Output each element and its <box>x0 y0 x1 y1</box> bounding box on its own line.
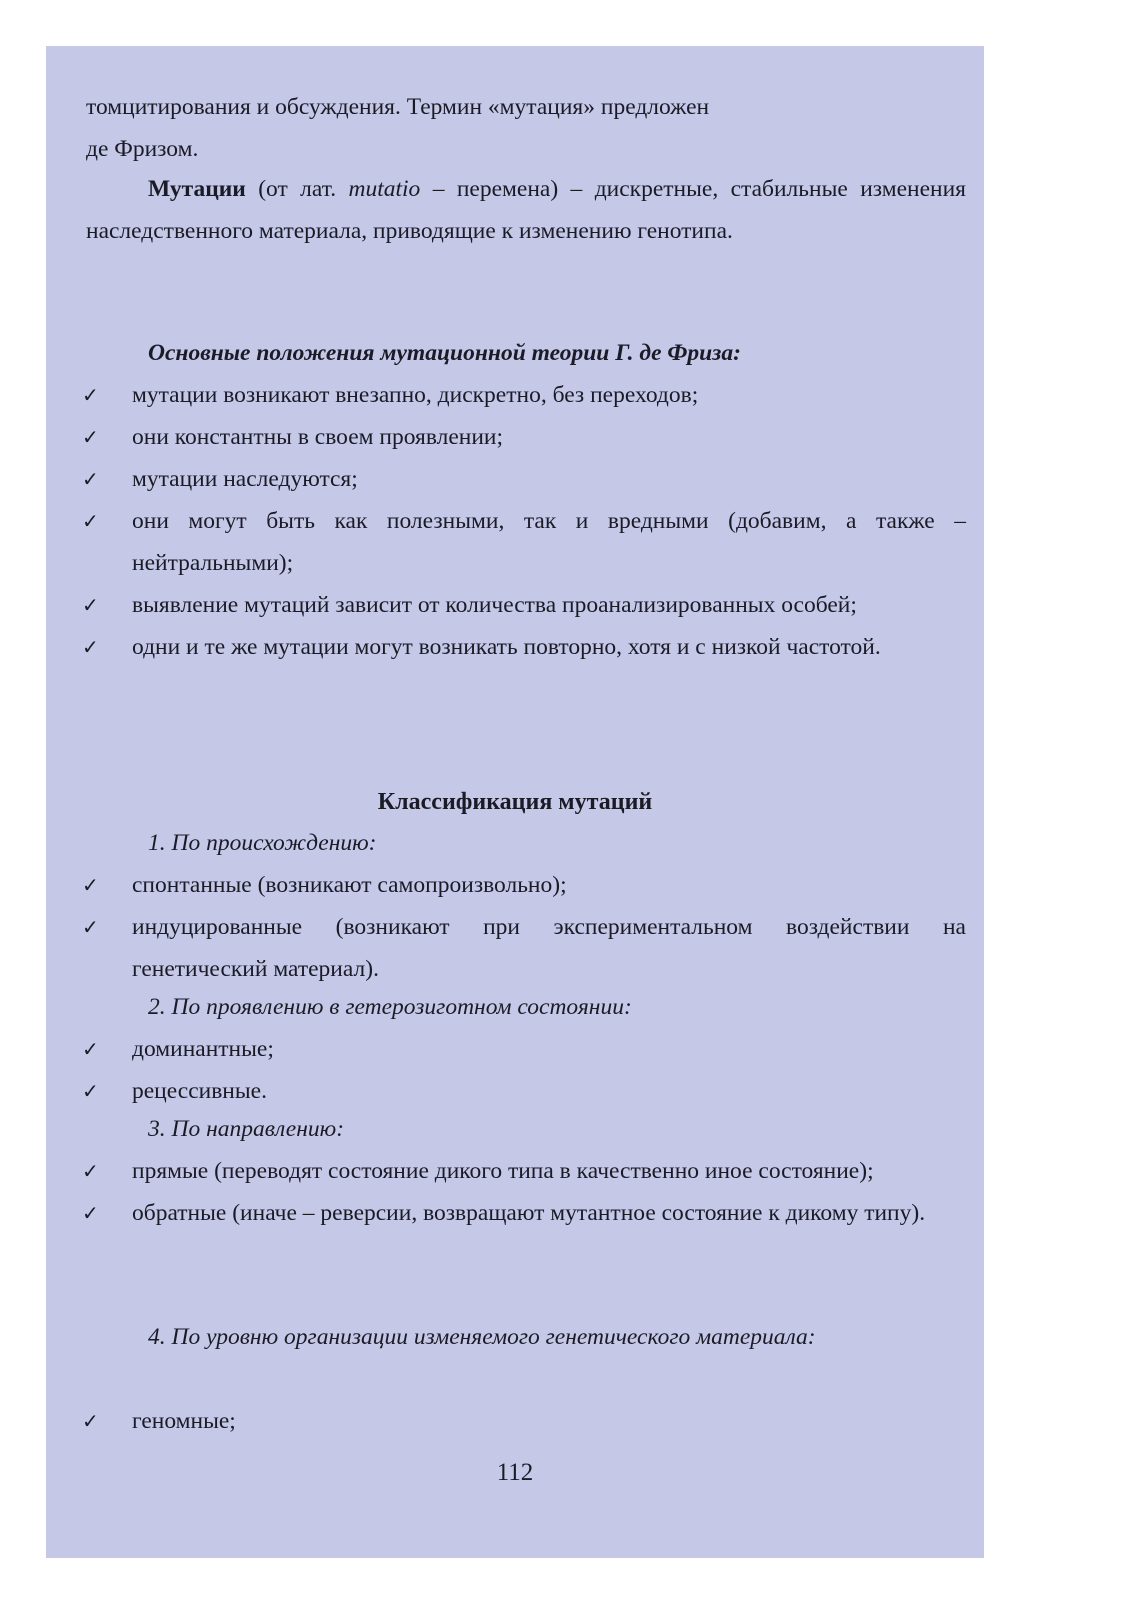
check-icon: ✓ <box>82 509 99 533</box>
intro-line-1: томцитирования и обсуждения. Термин «мутация» предложен <box>86 94 710 120</box>
heterozygous-list <box>82 1028 966 1112</box>
definition-text: – перемена) – дискретные, стабильные изменения наследственного материала, приводящие к изменению генотипа. <box>86 176 966 244</box>
check-icon: ✓ <box>82 1409 99 1433</box>
list-item: ✓ выявление мутаций зависит от количества проанализированных особей; <box>132 584 966 626</box>
check-icon: ✓ <box>82 915 99 939</box>
list-item: ✓ прямые (переводят состояние дикого типа в качественно иное состояние); <box>132 1150 966 1192</box>
list-item: ✓ доминантные; <box>132 1028 966 1070</box>
definition-paragraph <box>86 168 966 252</box>
book-page <box>46 46 984 1558</box>
list-item: ✓ спонтанные (возникают самопроизвольно); <box>132 864 966 906</box>
definition-latin: mutatio <box>348 176 421 202</box>
definition-open: (от лат. <box>245 176 349 202</box>
direction-list <box>82 1150 966 1234</box>
page-number: 112 <box>496 1459 534 1486</box>
group-title-organization: 4. По уровню организации изменяемого генетического материала: <box>148 1324 816 1350</box>
intro-line-2: де Фризом. <box>86 136 199 162</box>
group-title-origin: 1. По происхождению: <box>148 830 377 856</box>
intro-paragraph <box>86 86 966 170</box>
list-item: ✓ мутации наследуются; <box>132 458 966 500</box>
theory-list <box>82 374 966 668</box>
list-item: ✓ индуцированные (возникают при экспериментальном воздействии на генетический материал). <box>132 906 966 990</box>
list-item: ✓ мутации возникают внезапно, дискретно, без переходов; <box>132 374 966 416</box>
list-item: ✓ одни и те же мутации могут возникать повторно, хотя и с низкой частотой. <box>132 626 966 668</box>
check-icon: ✓ <box>82 467 99 491</box>
check-icon: ✓ <box>82 383 99 407</box>
group-title-direction: 3. По направлению: <box>148 1116 345 1142</box>
list-item: ✓ они могут быть как полезными, так и вредными (добавим, а также – нейтральными); <box>132 500 966 584</box>
check-icon: ✓ <box>82 593 99 617</box>
check-icon: ✓ <box>82 1201 99 1225</box>
list-item: ✓ рецессивные. <box>132 1070 966 1112</box>
list-item: ✓ обратные (иначе – реверсии, возвращают мутантное состояние к дикому типу). <box>132 1192 966 1234</box>
check-icon: ✓ <box>82 1037 99 1061</box>
list-item: ✓ они константны в своем проявлении; <box>132 416 966 458</box>
list-item: ✓ геномные; <box>132 1400 966 1442</box>
check-icon: ✓ <box>82 425 99 449</box>
theory-heading: Основные положения мутационной теории Г. де Фриза: <box>148 340 741 366</box>
origin-list <box>82 864 966 990</box>
organization-list <box>82 1400 966 1442</box>
check-icon: ✓ <box>82 1159 99 1183</box>
check-icon: ✓ <box>82 1079 99 1103</box>
classification-heading: Классификация мутаций <box>377 789 653 815</box>
group-title-heterozygous: 2. По проявлению в гетерозиготном состоянии: <box>148 994 632 1020</box>
check-icon: ✓ <box>82 873 99 897</box>
definition-term: Мутации <box>148 176 246 202</box>
check-icon: ✓ <box>82 635 99 659</box>
